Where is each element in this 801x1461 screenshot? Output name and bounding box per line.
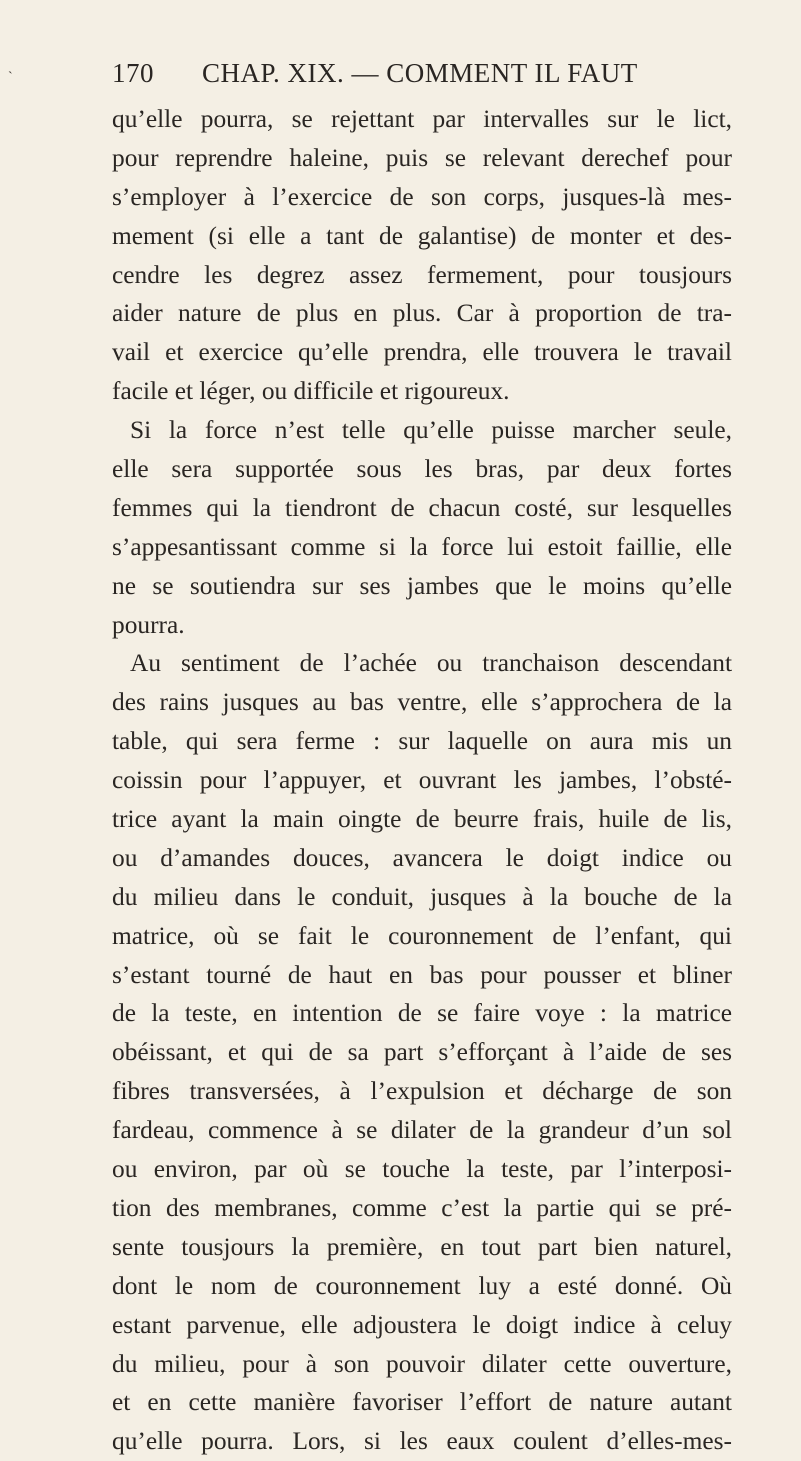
text-line: des rains jusques au bas ventre, elle s’approchera de la <box>112 688 732 717</box>
text-line: coissin pour l’appuyer, et ouvrant les jambes, l’obsté- <box>112 766 732 795</box>
running-head <box>112 58 732 98</box>
text-line: et en cette manière favoriser l’effort de nature autant <box>112 1388 732 1417</box>
text-line: aider nature de plus en plus. Car à proportion de tra- <box>112 299 732 328</box>
text-line: du milieu dans le conduit, jusques à la bouche de la <box>112 882 732 911</box>
text-line: cendre les degrez assez fermement, pour tousjours <box>112 260 732 289</box>
text-line: sente tousjours la première, en tout part bien naturel, <box>112 1232 732 1261</box>
text-line: obéissant, et qui de sa part s’efforçant à l’aide de ses <box>112 1038 732 1067</box>
text-line: Si la force n’est telle qu’elle puisse marcher seule, <box>130 416 732 445</box>
text-line: dont le nom de couronnement luy a esté donné. Où <box>112 1271 732 1300</box>
text-line: estant parvenue, elle adjoustera le doigt indice à celuy <box>112 1310 732 1339</box>
text-line: fardeau, commence à se dilater de la grandeur d’un sol <box>112 1116 732 1145</box>
text-line: fibres transversées, à l’expulsion et décharge de son <box>112 1077 732 1106</box>
text-line: femmes qui la tiendront de chacun costé, sur lesquelles <box>112 493 732 522</box>
body-text <box>112 100 732 1461</box>
text-line: tion des membranes, comme c’est la partie qui se pré- <box>112 1193 732 1222</box>
text-line: s’appesantissant comme si la force lui estoit faillie, elle <box>112 532 732 561</box>
text-line: qu’elle pourra, se rejettant par intervalles sur le lict, <box>112 105 732 133</box>
text-line: pourra. <box>112 610 185 639</box>
text-line: pour reprendre haleine, puis se relevant derechef pour <box>112 143 732 172</box>
text-line: de la teste, en intention de se faire voye : la matrice <box>112 999 732 1028</box>
margin-mark: ` <box>8 70 13 85</box>
text-line: qu’elle pourra. Lors, si les eaux coulent d’elles-mes- <box>112 1427 732 1456</box>
text-line: trice ayant la main oingte de beurre frais, huile de lis, <box>112 805 732 834</box>
text-line: vail et exercice qu’elle prendra, elle trouvera le travail <box>112 338 732 367</box>
chapter-title: CHAP. XIX. — COMMENT IL FAUT <box>202 58 638 88</box>
text-line: Au sentiment de l’achée ou tranchaison descendant <box>130 649 732 678</box>
text-line: du milieu, pour à son pouvoir dilater cette ouverture, <box>112 1349 732 1378</box>
page-number: 170 <box>112 58 154 88</box>
text-line: mement (si elle a tant de galantise) de monter et des- <box>112 221 732 250</box>
text-line: s’employer à l’exercice de son corps, jusques-là mes- <box>112 182 732 211</box>
text-line: table, qui sera ferme : sur laquelle on aura mis un <box>112 727 732 756</box>
text-line: facile et léger, ou difficile et rigoureux. <box>112 377 510 406</box>
text-line: matrice, où se fait le couronnement de l’enfant, qui <box>112 921 732 950</box>
text-line: ou environ, par où se touche la teste, par l’interposi- <box>112 1155 732 1184</box>
text-line: ou d’amandes douces, avancera le doigt indice ou <box>112 843 732 872</box>
text-line: ne se soutiendra sur ses jambes que le moins qu’elle <box>112 571 732 600</box>
text-line: s’estant tourné de haut en bas pour pousser et bliner <box>112 960 732 989</box>
text-line: elle sera supportée sous les bras, par deux fortes <box>112 455 732 484</box>
